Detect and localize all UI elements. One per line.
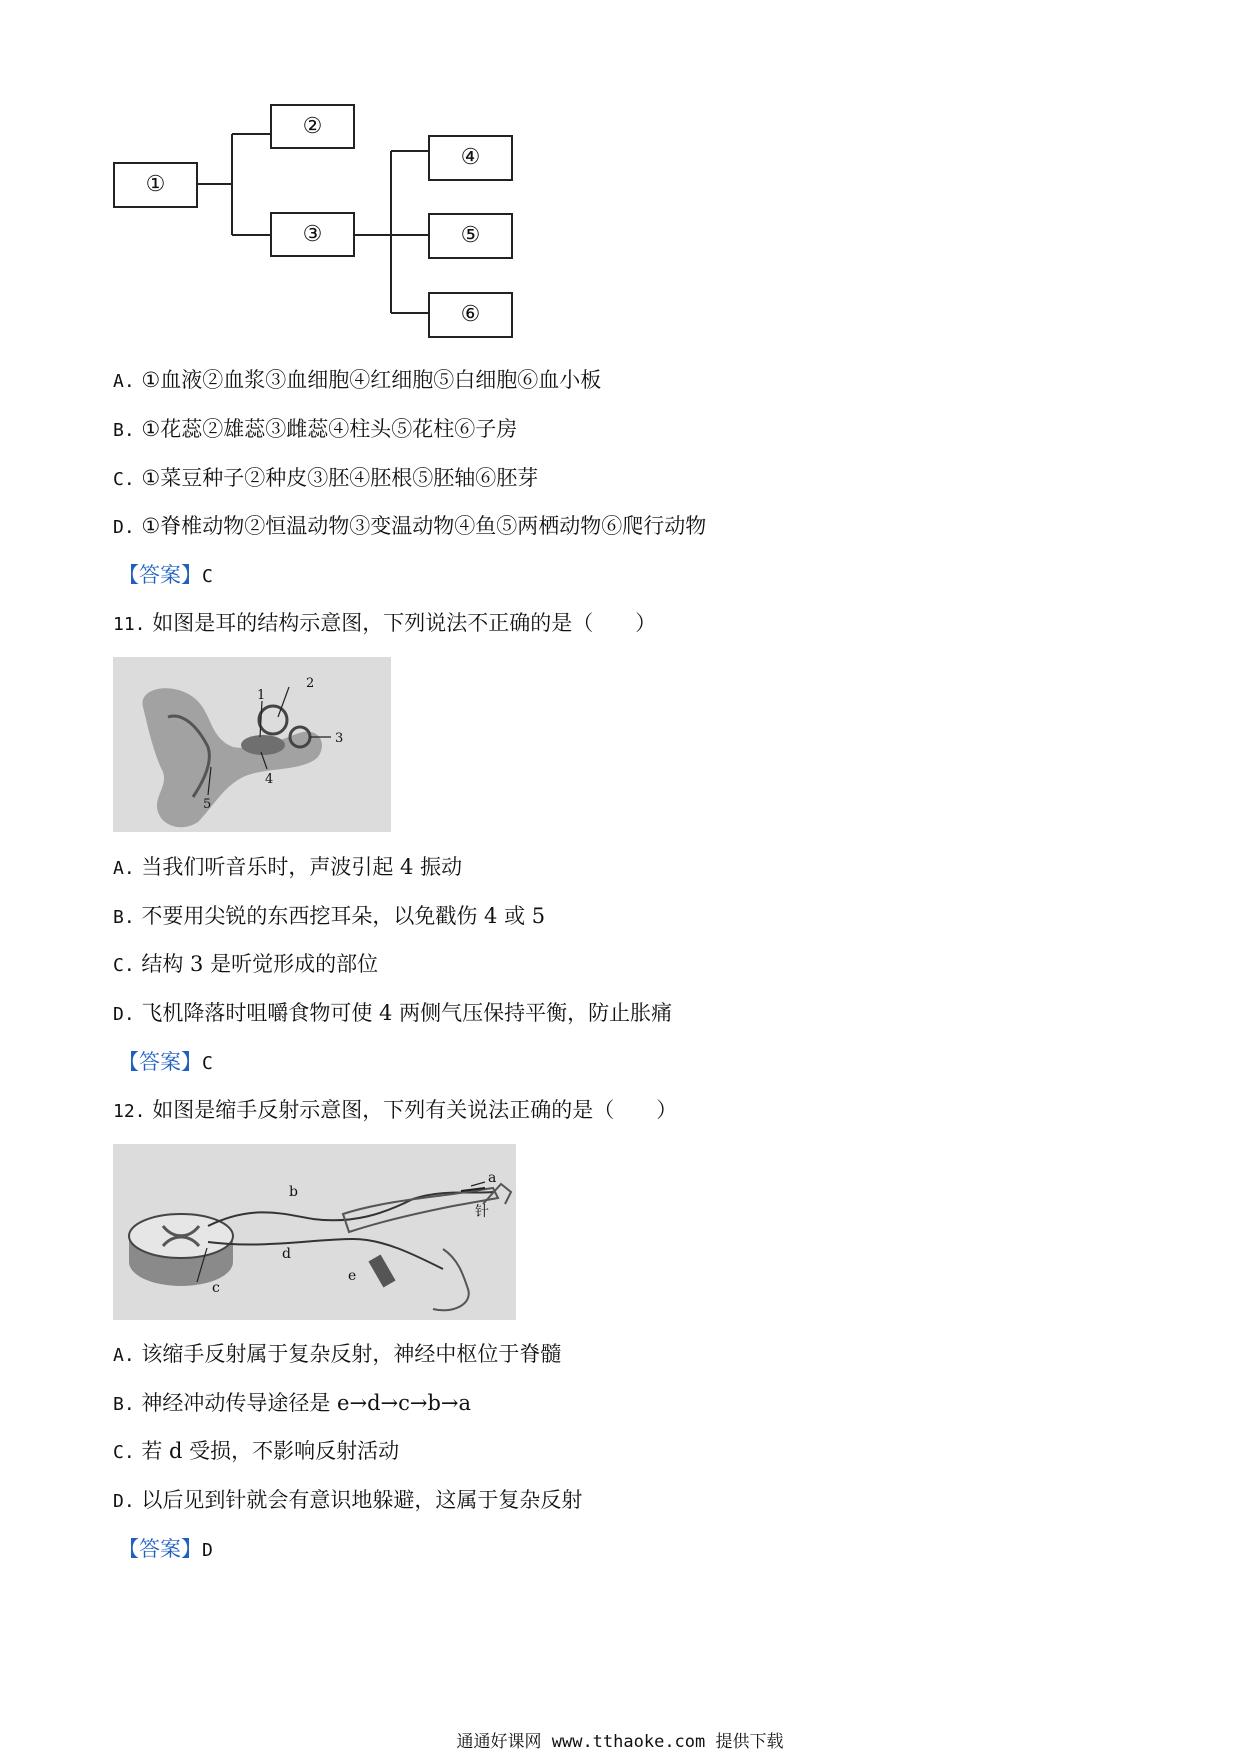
q10-option-d (113, 512, 706, 542)
reflex-arc-figure (113, 1144, 516, 1320)
q12-answer (118, 1535, 213, 1565)
answer-value: C (202, 566, 213, 587)
q10-option-b (113, 415, 517, 445)
reflex-arc-illustration (113, 1144, 516, 1320)
q10-option-c (113, 464, 538, 494)
ear-label-4: 4 (265, 772, 274, 787)
q12-stem (113, 1096, 677, 1126)
tree-node-1: ① (113, 162, 198, 208)
reflex-label-d: d (282, 1246, 291, 1262)
q11-option-d (113, 999, 672, 1029)
tree-node-2: ② (270, 104, 355, 149)
answer-value: C (202, 1053, 213, 1074)
q11-stem (113, 609, 656, 639)
reflex-label-needle: 针 (475, 1204, 489, 1220)
option-letter: B. (113, 420, 135, 441)
tree-node-4: ④ (428, 135, 513, 181)
option-text: 该缩手反射属于复杂反射，神经中枢位于脊髓 (141, 1342, 562, 1366)
option-text: 飞机降落时咀嚼食物可使 4 两侧气压保持平衡，防止胀痛 (141, 1001, 673, 1025)
option-text: 若 d 受损，不影响反射活动 (141, 1439, 400, 1463)
reflex-label-c: c (212, 1280, 220, 1296)
option-text: 当我们听音乐时，声波引起 4 振动 (141, 855, 463, 879)
ear-label-1: 1 (257, 688, 266, 703)
answer-value: D (202, 1540, 213, 1561)
answer-label: 【答案】 (118, 1537, 202, 1561)
ear-illustration (113, 657, 391, 832)
question-number: 11. (113, 614, 146, 635)
q12-option-d (113, 1486, 582, 1516)
option-letter: A. (113, 858, 135, 879)
option-letter: B. (113, 907, 135, 928)
option-text: ①菜豆种子②种皮③胚④胚根⑤胚轴⑥胚芽 (141, 466, 539, 490)
page-footer: 通通好课网 www.tthaoke.com 提供下载 (456, 1732, 784, 1752)
q12-option-a (113, 1340, 561, 1370)
option-letter: C. (113, 469, 135, 490)
q11-option-c (113, 950, 378, 980)
answer-label: 【答案】 (118, 1050, 202, 1074)
q12-option-b (113, 1389, 471, 1419)
ear-label-2: 2 (306, 676, 315, 691)
option-text: 不要用尖锐的东西挖耳朵，以免戳伤 4 或 5 (141, 904, 546, 928)
option-letter: C. (113, 955, 135, 976)
q11-option-b (113, 902, 545, 932)
q10-option-a (113, 366, 601, 396)
ear-label-5: 5 (203, 797, 212, 812)
option-text: 结构 3 是听觉形成的部位 (141, 952, 379, 976)
reflex-label-a: a (488, 1170, 497, 1186)
option-letter: B. (113, 1394, 135, 1415)
reflex-label-b: b (289, 1184, 298, 1200)
tree-node-3: ③ (270, 212, 355, 257)
question-text: 如图是耳的结构示意图，下列说法不正确的是（ ） (152, 611, 657, 635)
option-letter: D. (113, 517, 135, 538)
option-letter: A. (113, 371, 135, 392)
ear-structure-figure (113, 657, 391, 832)
option-letter: C. (113, 1442, 135, 1463)
answer-label: 【答案】 (118, 563, 202, 587)
q10-answer (118, 561, 213, 591)
question-number: 12. (113, 1101, 146, 1122)
option-letter: A. (113, 1345, 135, 1366)
q11-answer (118, 1048, 213, 1078)
option-text: ①血液②血浆③血细胞④红细胞⑤白细胞⑥血小板 (141, 368, 602, 392)
option-text: ①花蕊②雄蕊③雌蕊④柱头⑤花柱⑥子房 (141, 417, 518, 441)
option-text: 神经冲动传导途径是 e→d→c→b→a (141, 1391, 472, 1415)
option-letter: D. (113, 1491, 135, 1512)
q12-option-c (113, 1437, 399, 1467)
question-text: 如图是缩手反射示意图，下列有关说法正确的是（ ） (152, 1098, 678, 1122)
option-text: 以后见到针就会有意识地躲避，这属于复杂反射 (141, 1488, 583, 1512)
tree-node-6: ⑥ (428, 292, 513, 338)
classification-tree-diagram (0, 0, 1240, 350)
option-letter: D. (113, 1004, 135, 1025)
reflex-label-e: e (348, 1268, 357, 1284)
q11-option-a (113, 853, 462, 883)
tree-node-5: ⑤ (428, 213, 513, 259)
ear-label-3: 3 (335, 731, 344, 746)
option-text: ①脊椎动物②恒温动物③变温动物④鱼⑤两栖动物⑥爬行动物 (141, 514, 707, 538)
